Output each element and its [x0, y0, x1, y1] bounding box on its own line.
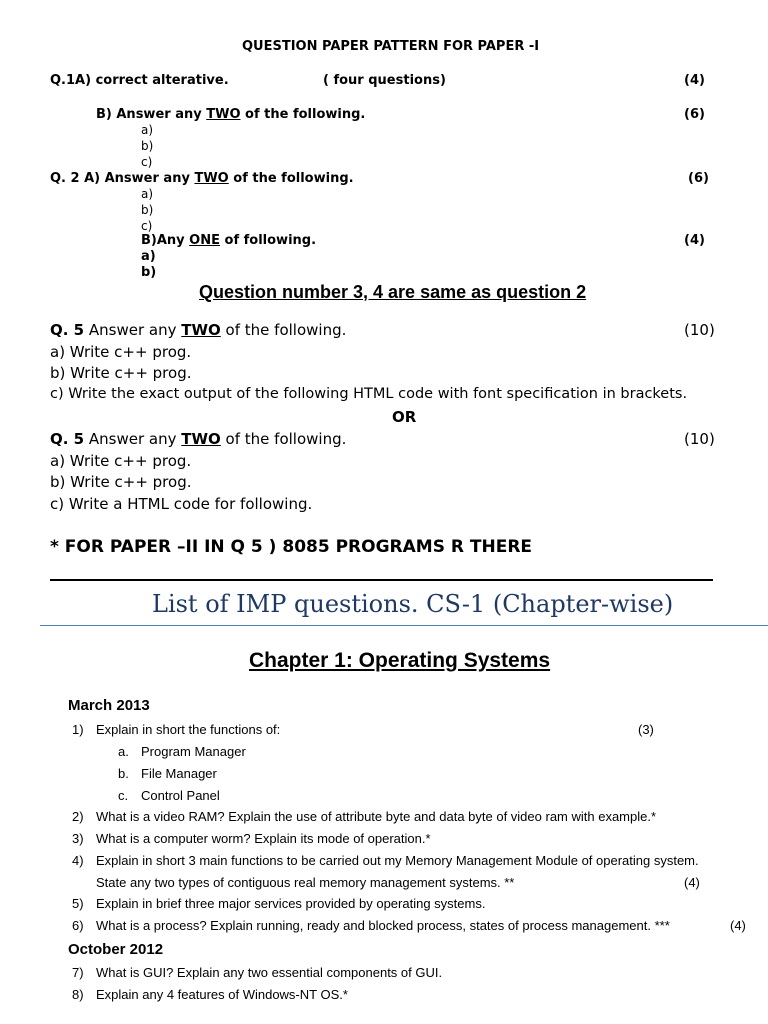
q1b-sub: c) [141, 155, 153, 169]
list-title: List of IMP questions. CS-1 (Chapter-wise) [152, 590, 674, 618]
or-separator: OR [392, 408, 417, 426]
paper2-note: * FOR PAPER –II IN Q 5 ) 8085 PROGRAMS R THERE [50, 537, 533, 557]
question-text: Explain in short the functions of: [96, 722, 281, 737]
q2b-sub: b) [141, 265, 157, 280]
question-text: What is GUI? Explain any two essential components of GUI. [96, 965, 443, 980]
q5-second-item: b) Write c++ prog. [50, 473, 192, 491]
sub-number: a. [118, 744, 129, 759]
q2b-sub: a) [141, 249, 156, 264]
question-text: What is a process? Explain running, ready and blocked process, states of process management. *** [96, 918, 670, 933]
q5-second-item: c) Write a HTML code for following. [50, 495, 313, 513]
question-text: Explain in short 3 main functions to be carried out my Memory Management Module of operating system. [96, 853, 699, 868]
question-marks: (4) [684, 875, 700, 890]
q5-first-item: a) Write c++ prog. [50, 343, 192, 361]
sub-number: c. [118, 788, 129, 803]
sub-text: Control Panel [141, 788, 220, 803]
q1a-marks: (4) [684, 73, 705, 88]
q1b-sub: b) [141, 139, 154, 153]
chapter-heading: Chapter 1: Operating Systems [249, 649, 551, 672]
q5-second-label: Q. 5 Answer any TWO of the following. [50, 430, 347, 448]
question-text: What is a video RAM? Explain the use of attribute byte and data byte of video ram with example.* [96, 809, 657, 824]
q1b-sub: a) [141, 123, 154, 137]
q2a-sub: a) [141, 187, 154, 201]
q5-second-item: a) Write c++ prog. [50, 452, 192, 470]
q1a-note: ( four questions) [323, 73, 446, 88]
q5-second-marks: (10) [684, 430, 715, 448]
sub-text: Program Manager [141, 744, 246, 759]
q2a-marks: (6) [688, 171, 709, 186]
question-marks: (3) [638, 722, 654, 737]
q5-first-marks: (10) [684, 321, 715, 339]
q1b-label: B) Answer any TWO of the following. [96, 107, 366, 122]
q5-first-item: b) Write c++ prog. [50, 364, 192, 382]
question-number: 6) [72, 918, 84, 933]
question-number: 8) [72, 987, 84, 1002]
q2a-sub: b) [141, 203, 154, 217]
question-number: 3) [72, 831, 84, 846]
q5-first-label: Q. 5 Answer any TWO of the following. [50, 321, 347, 339]
same-as-q2-note: Question number 3, 4 are same as question 2 [199, 282, 587, 302]
pattern-title: QUESTION PAPER PATTERN FOR PAPER -I [242, 39, 540, 54]
sub-number: b. [118, 766, 129, 781]
sub-text: File Manager [141, 766, 217, 781]
q2a-sub: c) [141, 219, 153, 233]
q2b-marks: (4) [684, 233, 705, 248]
question-text-continued: State any two types of contiguous real memory management systems. ** [96, 875, 515, 890]
question-number: 1) [72, 722, 84, 737]
question-text: Explain in brief three major services provided by operating systems. [96, 896, 486, 911]
q2a-label: Q. 2 A) Answer any TWO of the following. [50, 171, 354, 186]
section-divider [50, 579, 713, 581]
question-number: 4) [72, 853, 84, 868]
q2b-label: B)Any ONE of following. [141, 233, 317, 248]
question-text: Explain any 4 features of Windows-NT OS.* [96, 987, 348, 1002]
title-rule [40, 625, 768, 626]
question-text: What is a computer worm? Explain its mode of operation.* [96, 831, 431, 846]
question-number: 2) [72, 809, 84, 824]
section-heading: March 2013 [68, 697, 150, 714]
q1b-marks: (6) [684, 107, 705, 122]
question-number: 7) [72, 965, 84, 980]
question-number: 5) [72, 896, 84, 911]
q5-first-item: c) Write the exact output of the following HTML code with font specification in brackets. [50, 386, 688, 402]
q1a-label: Q.1A) correct alterative. [50, 73, 229, 88]
question-marks: (4) [730, 918, 746, 933]
section-heading: October 2012 [68, 941, 164, 958]
